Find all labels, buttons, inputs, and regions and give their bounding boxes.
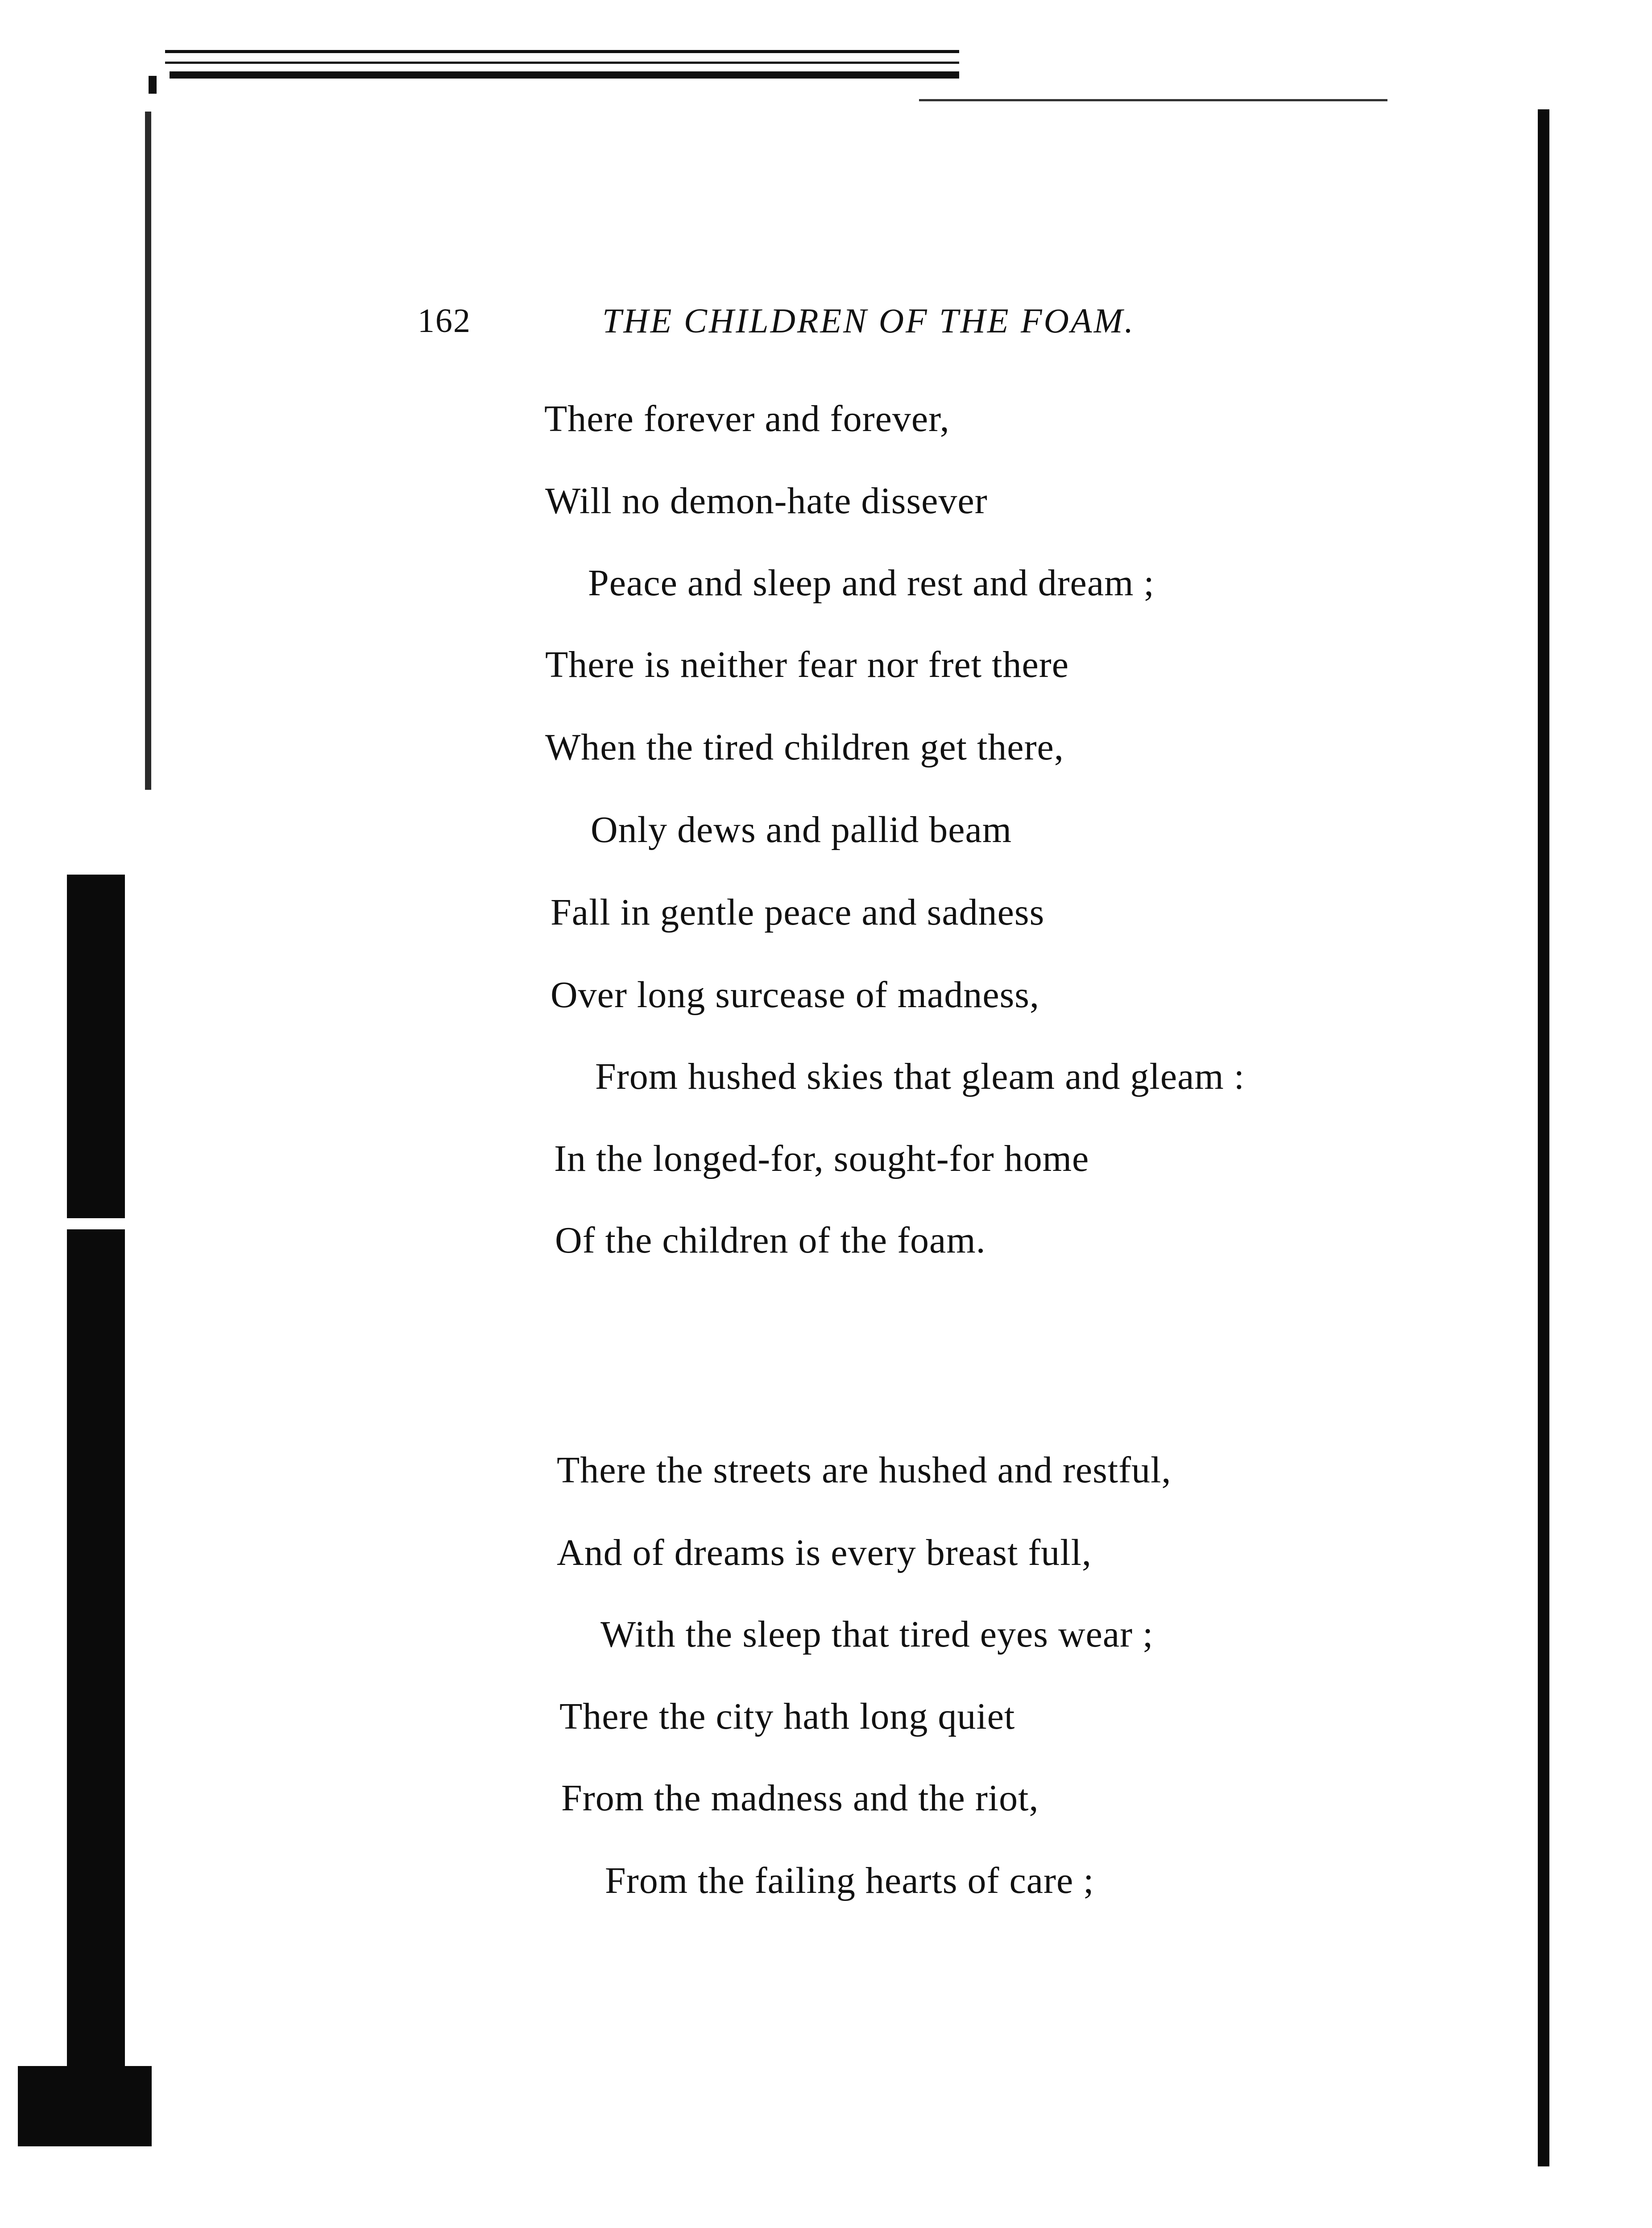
poem-line: Only dews and pallid beam [591, 809, 1012, 851]
poem-line: Will no demon-hate dissever [545, 480, 988, 522]
poem-line: There forever and forever, [544, 398, 950, 440]
poem-line: From hushed skies that gleam and gleam : [595, 1056, 1245, 1097]
poem-line: Over long surcease of madness, [551, 974, 1039, 1016]
poem-line: When the tired children get there, [545, 726, 1064, 768]
poem-line: Peace and sleep and rest and dream ; [588, 562, 1155, 604]
poem-line: And of dreams is every breast full, [557, 1532, 1092, 1573]
poem-line: From the failing hearts of care ; [605, 1860, 1094, 1901]
page-number: 162 [418, 302, 471, 340]
poem-line: Fall in gentle peace and sadness [551, 892, 1045, 933]
poem-line: From the madness and the riot, [561, 1777, 1039, 1819]
poem-line: In the longed-for, sought-for home [554, 1138, 1089, 1179]
poem-line: There the city hath long quiet [559, 1696, 1015, 1737]
poem-line: With the sleep that tired eyes wear ; [600, 1614, 1154, 1655]
poem-line: There the streets are hushed and restful, [557, 1449, 1172, 1491]
poem-line: There is neither fear nor fret there [545, 644, 1069, 685]
poem-line: Of the children of the foam. [555, 1220, 986, 1261]
running-title: THE CHILDREN OF THE FOAM. [602, 301, 1135, 340]
